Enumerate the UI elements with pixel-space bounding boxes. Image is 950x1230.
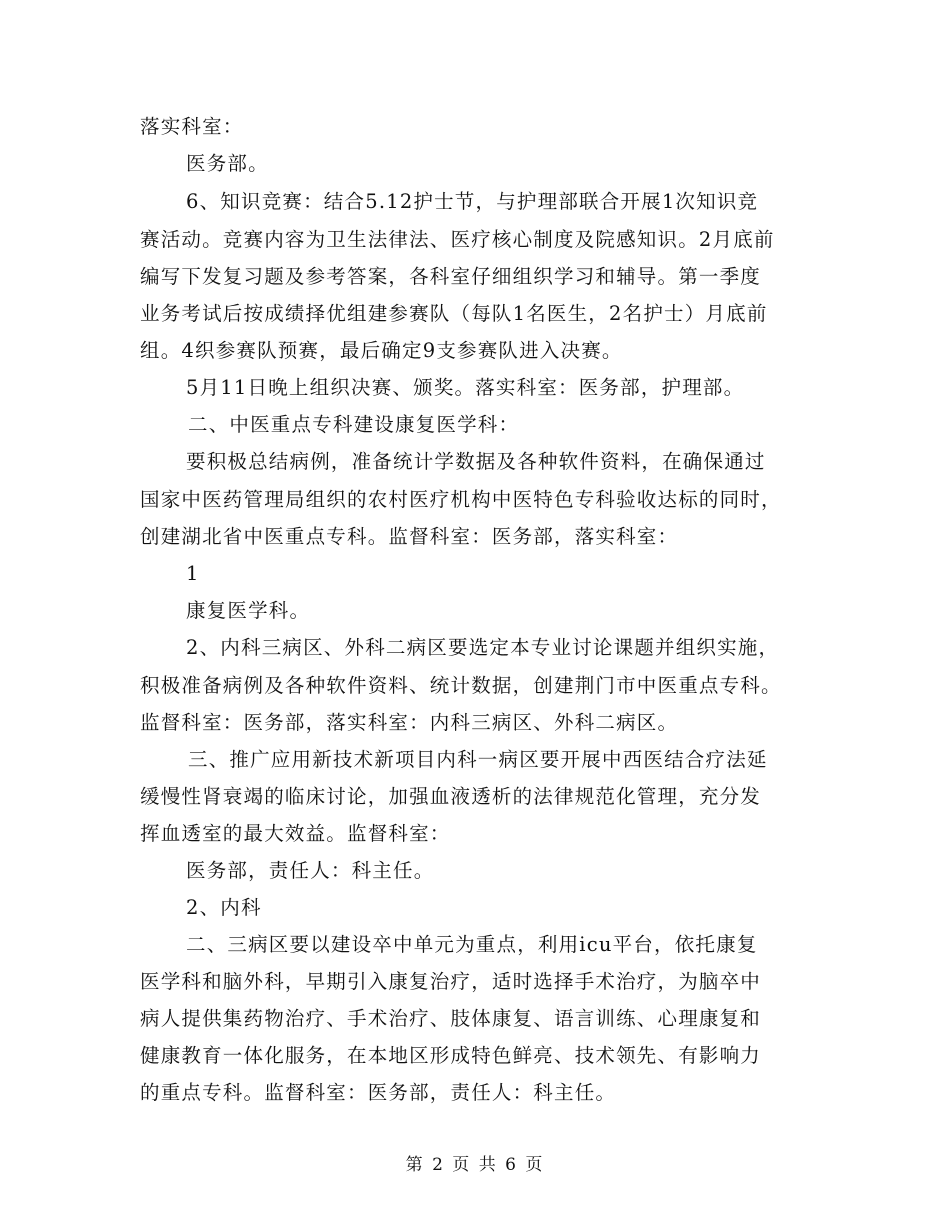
text-line: 落实科室： [140,115,244,138]
text-line: 缓慢性肾衰竭的临床讨论，加强血液透析的法律规范化管理，充分发 [140,785,762,808]
text-line: 二、三病区要以建设卒中单元为重点，利用icu平台，依托康复 [186,933,758,956]
text-line: 监督科室：医务部，落实科室：内科三病区、外科二病区。 [140,711,679,734]
text-line: 的重点专科。监督科室：医务部，责任人：科主任。 [140,1081,617,1104]
page-footer: 第 2 页 共 6 页 [405,1155,545,1175]
text-line: 病人提供集药物治疗、手术治疗、肢体康复、语言训练、心理康复和 [140,1007,762,1030]
section-heading: 二、中医重点专科建设康复医学科： [188,413,520,436]
text-line: 医务部，责任人：科主任。 [186,859,435,882]
text-line: 2、内科 [186,896,262,919]
text-line: 康复医学科。 [186,599,311,622]
text-line: 赛活动。竞赛内容为卫生法律法、医疗核心制度及院感知识。2月底前 [140,228,775,251]
text-line: 健康教育一体化服务，在本地区形成特色鲜亮、技术领先、有影响力 [140,1044,762,1067]
text-line: 医务部。 [186,152,269,175]
section-heading: 三、推广应用新技术新项目内科一病区要开展中西医结合疗法延 [188,748,768,771]
text-line: 积极准备病例及各种软件资料、统计数据，创建荆门市中医重点专科。 [140,674,782,697]
text-line: 1 [186,562,200,585]
text-line: 创建湖北省中医重点专科。监督科室：医务部，落实科室： [140,525,679,548]
text-line: 6、知识竞赛：结合5.12护士节，与护理部联合开展1次知识竞 [186,190,759,213]
text-line: 业务考试后按成绩择优组建参赛队（每队1名医生，2名护士）月底前 [140,302,768,325]
text-line: 组。4织参赛队预赛，最后确定9支参赛队进入决赛。 [140,339,623,362]
text-line: 编写下发复习题及参考答案，各科室仔细组织学习和辅导。第一季度 [140,265,762,288]
text-line: 2、内科三病区、外科二病区要选定本专业讨论课题并组织实施， [186,636,780,659]
text-line: 5月11日晚上组织决赛、颁奖。落实科室：医务部，护理部。 [186,376,745,399]
text-line: 挥血透室的最大效益。监督科室： [140,822,451,845]
text-line: 国家中医药管理局组织的农村医疗机构中医特色专科验收达标的同时， [140,488,782,511]
text-line: 要积极总结病例，准备统计学数据及各种软件资料，在确保通过 [186,450,766,473]
text-line: 医学科和脑外科，早期引入康复治疗，适时选择手术治疗，为脑卒中 [140,970,762,993]
